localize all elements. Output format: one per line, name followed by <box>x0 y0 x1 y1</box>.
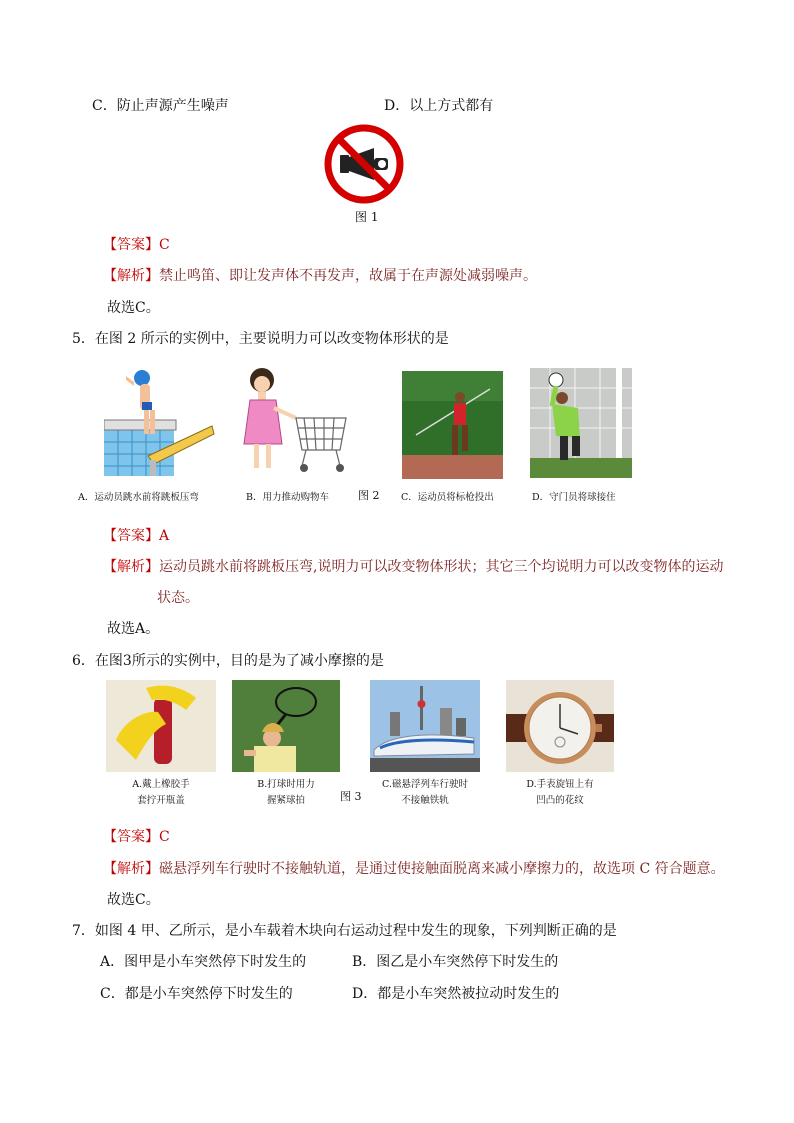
javelin-photo <box>402 371 503 479</box>
figure-2-label: 图 2 <box>358 489 380 502</box>
fig2-caption-a: A．运动员跳水前将跳板压弯 <box>78 492 199 503</box>
fig3-caption-a <box>106 777 216 809</box>
q4-conclusion: 故选C。 <box>107 300 160 316</box>
fig3-caption-c-line1: C.磁悬浮列车行驶时 <box>382 779 468 790</box>
fig2-caption-b: B．用力推动购物车 <box>246 492 329 503</box>
q5-answer <box>103 525 169 545</box>
fig3-caption-b-line2: 握紧球拍 <box>266 795 305 806</box>
figure-3-label: 图 3 <box>340 790 362 803</box>
explanation-tag: 【解析】 <box>103 861 159 877</box>
fig3-caption-c <box>366 777 484 809</box>
q4-option-c: C．防止声源产生噪声 <box>92 98 229 114</box>
answer-tag: 【答案】 <box>103 829 159 845</box>
fig3-caption-b <box>232 777 340 809</box>
q7-option-b: B．图乙是小车突然停下时发生的 <box>352 954 559 970</box>
fig3-caption-d-line1: D.手表旋钮上有 <box>526 779 594 790</box>
tennis-player-photo <box>232 680 340 772</box>
answer-tag: 【答案】 <box>103 237 159 253</box>
q4-option-d: D．以上方式都有 <box>384 98 494 114</box>
fig3-caption-a-line2: 套拧开瓶盖 <box>137 795 185 806</box>
fig2-caption-d: D．守门员将球接住 <box>532 492 616 503</box>
diver-illustration <box>104 364 216 476</box>
q7-option-a: A．图甲是小车突然停下时发生的 <box>100 954 307 970</box>
q4-explanation <box>103 265 537 285</box>
q6-conclusion: 故选C。 <box>107 892 160 908</box>
explanation-tag: 【解析】 <box>103 268 159 284</box>
q7-option-c: C．都是小车突然停下时发生的 <box>100 986 293 1002</box>
q5-question: 5．在图 2 所示的实例中，主要说明力可以改变物体形状的是 <box>72 331 449 347</box>
explanation-tag: 【解析】 <box>103 559 159 575</box>
explanation-text: 运动员跳水前将跳板压弯,说明力可以改变物体形状；其它三个均说明力可以改变物体的运动 <box>159 559 724 575</box>
q5-explanation-line2: 状态。 <box>157 590 199 606</box>
answer-value: C <box>159 237 170 253</box>
shopping-cart-illustration <box>236 364 352 476</box>
q5-conclusion: 故选A。 <box>107 621 160 637</box>
q7-question: 7．如图 4 甲、乙所示，是小车载着木块向右运动过程中发生的现象，下列判断正确的是 <box>72 923 617 939</box>
q7-option-d: D．都是小车突然被拉动时发生的 <box>352 986 560 1002</box>
q5-explanation <box>103 556 723 576</box>
fig3-caption-b-line1: B.打球时用力 <box>257 779 315 790</box>
q6-answer <box>103 826 170 846</box>
answer-tag: 【答案】 <box>103 528 159 544</box>
rubber-glove-photo <box>106 680 216 772</box>
answer-value: C <box>159 829 170 845</box>
q4-answer <box>103 234 170 254</box>
q6-question: 6．在图3所示的实例中，目的是为了减小摩擦的是 <box>72 653 384 669</box>
fig3-caption-d <box>506 777 614 809</box>
explanation-text: 禁止鸣笛、即让发声体不再发声，故属于在声源处减弱噪声。 <box>159 268 537 284</box>
goalkeeper-photo <box>530 368 632 478</box>
q6-explanation <box>103 858 725 878</box>
answer-value: A <box>159 528 170 544</box>
fig3-caption-c-line2: 不接触铁轨 <box>401 795 449 806</box>
no-horn-sign-icon <box>322 124 406 204</box>
fig2-caption-c: C．运动员将标枪投出 <box>401 492 494 503</box>
wristwatch-photo <box>506 680 614 772</box>
fig3-caption-a-line1: A.戴上橡胶手 <box>132 779 190 790</box>
fig3-caption-d-line2: 凹凸的花纹 <box>536 795 584 806</box>
figure-1-label: 图 1 <box>355 210 379 224</box>
explanation-text: 磁悬浮列车行驶时不接触轨道，是通过使接触面脱离来减小摩擦力的，故选项 C 符合题意。 <box>159 861 725 877</box>
maglev-train-photo <box>370 680 480 772</box>
